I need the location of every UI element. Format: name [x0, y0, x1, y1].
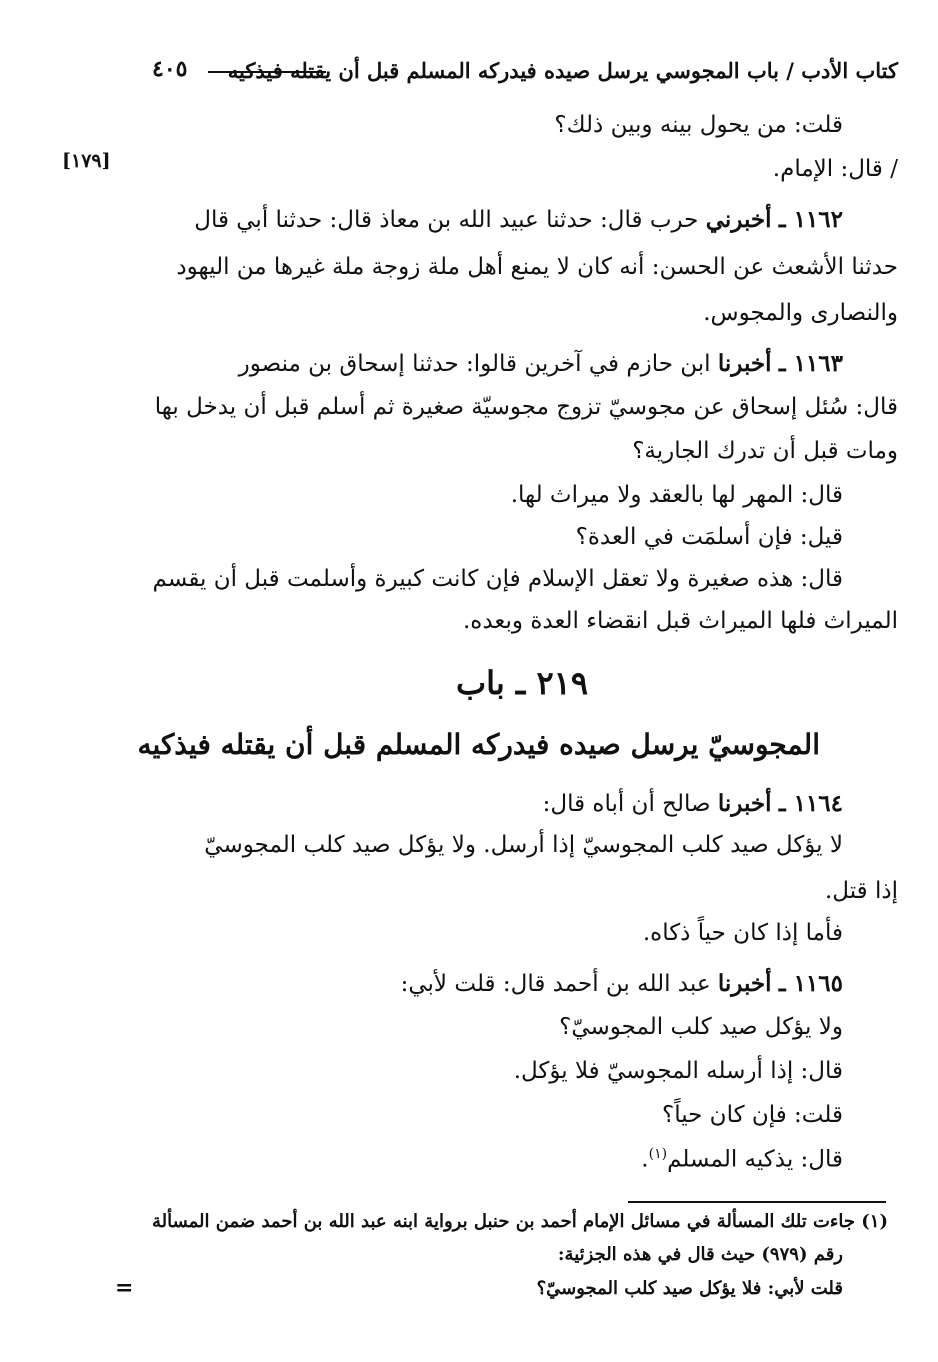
narration-1162-line-3: والنصارى والمجوس.: [703, 300, 898, 326]
narration-text: قال: يذكيه المسلم: [667, 1146, 843, 1173]
narration-keyword: أخبرنا: [717, 790, 772, 817]
narration-1164-line-3: إذا قتل.: [825, 878, 898, 904]
narration-1165-line-2: ولا يؤكل صيد كلب المجوسيّ؟: [559, 1014, 843, 1040]
footnote-line-3: قلت لأبي: فلا يؤكل صيد كلب المجوسيّ؟: [536, 1278, 843, 1299]
narration-1163-line-1: [239, 350, 843, 377]
narration-1165-line-1: [401, 970, 843, 997]
intro-line-2: / قال: الإمام.: [772, 156, 898, 182]
narration-1162-line-1: [194, 206, 843, 233]
narration-text: عبد الله بن أحمد قال: قلت لأبي:: [400, 971, 718, 997]
narration-number: ١١٦٢ ـ: [778, 206, 843, 233]
narration-text: صالح أن أباه قال:: [542, 791, 718, 817]
narration-number: ١١٦٤ ـ: [778, 790, 843, 817]
footnote-line-2: رقم (٩٧٩) حيث قال في هذه الجزئية:: [557, 1244, 843, 1265]
intro-line-1: قلت: من يحول بينه وبين ذلك؟: [554, 112, 843, 138]
narration-1163-line-4: قال: المهر لها بالعقد ولا ميراث لها.: [510, 482, 843, 508]
narration-1165-line-5: [641, 1146, 843, 1173]
narration-keyword: أخبرنا: [717, 350, 772, 377]
narration-1163-line-7: الميراث فلها الميراث قبل انقضاء العدة وبعده.: [462, 608, 898, 634]
running-header: كتاب الأدب / باب المجوسي يرسل صيده فيدركه المسلم قبل أن يقتله فيذكيه: [227, 58, 898, 83]
narration-text: ابن حازم في آخرين قالوا: حدثنا إسحاق بن منصور: [238, 351, 718, 377]
header-rule: [208, 71, 326, 73]
narration-keyword: أخبرنا: [717, 970, 772, 997]
narration-1163-line-6: قال: هذه صغيرة ولا تعقل الإسلام فإن كانت كبيرة وأسلمت قبل أن يقسم: [152, 566, 843, 592]
chapter-number: ٢١٩ ـ باب: [456, 664, 588, 702]
footnote-line-1: (١) جاءت تلك المسألة في مسائل الإمام أحمد بن حنبل برواية ابنه عبد الله بن أحمد ضمن المسألة: [151, 1211, 888, 1232]
narration-text-end: .: [641, 1146, 649, 1173]
narration-1163-line-3: ومات قبل أن تدرك الجارية؟: [632, 438, 898, 464]
page-number: ٤٠٥: [152, 56, 188, 82]
footnote-marker: (١): [648, 1146, 668, 1162]
narration-1164-line-2: لا يؤكل صيد كلب المجوسيّ إذا أرسل. ولا يؤكل صيد كلب المجوسيّ: [204, 832, 843, 858]
narration-keyword: أخبرني: [705, 206, 772, 233]
narration-1163-line-2: قال: سُئل إسحاق عن مجوسيّ تزوج مجوسيّة صغيرة ثم أسلم قبل أن يدخل بها: [154, 394, 898, 420]
narration-1165-line-3: قال: إذا أرسله المجوسيّ فلا يؤكل.: [513, 1058, 843, 1084]
narration-1163-line-5: قيل: فإن أسلمَت في العدة؟: [575, 524, 843, 550]
page-marker: =: [115, 1275, 134, 1301]
narration-1164-line-4: فأما إذا كان حياً ذكاه.: [642, 920, 843, 946]
narration-number: ١١٦٣ ـ: [778, 350, 843, 377]
footnote-rule: [628, 1201, 886, 1203]
narration-1165-line-4: قلت: فإن كان حياً؟: [662, 1102, 843, 1128]
chapter-title: المجوسيّ يرسل صيده فيدركه المسلم قبل أن يقتله فيذكيه: [137, 728, 820, 761]
narration-1162-line-2: حدثنا الأشعث عن الحسن: أنه كان لا يمنع أهل ملة زوجة ملة غيرها من اليهود: [176, 254, 898, 280]
narration-text: حرب قال: حدثنا عبيد الله بن معاذ قال: حدثنا أبي قال: [194, 207, 706, 233]
narration-number: ١١٦٥ ـ: [778, 970, 843, 997]
narration-1164-line-1: [543, 790, 843, 817]
side-reference: [١٧٩]: [62, 150, 111, 172]
